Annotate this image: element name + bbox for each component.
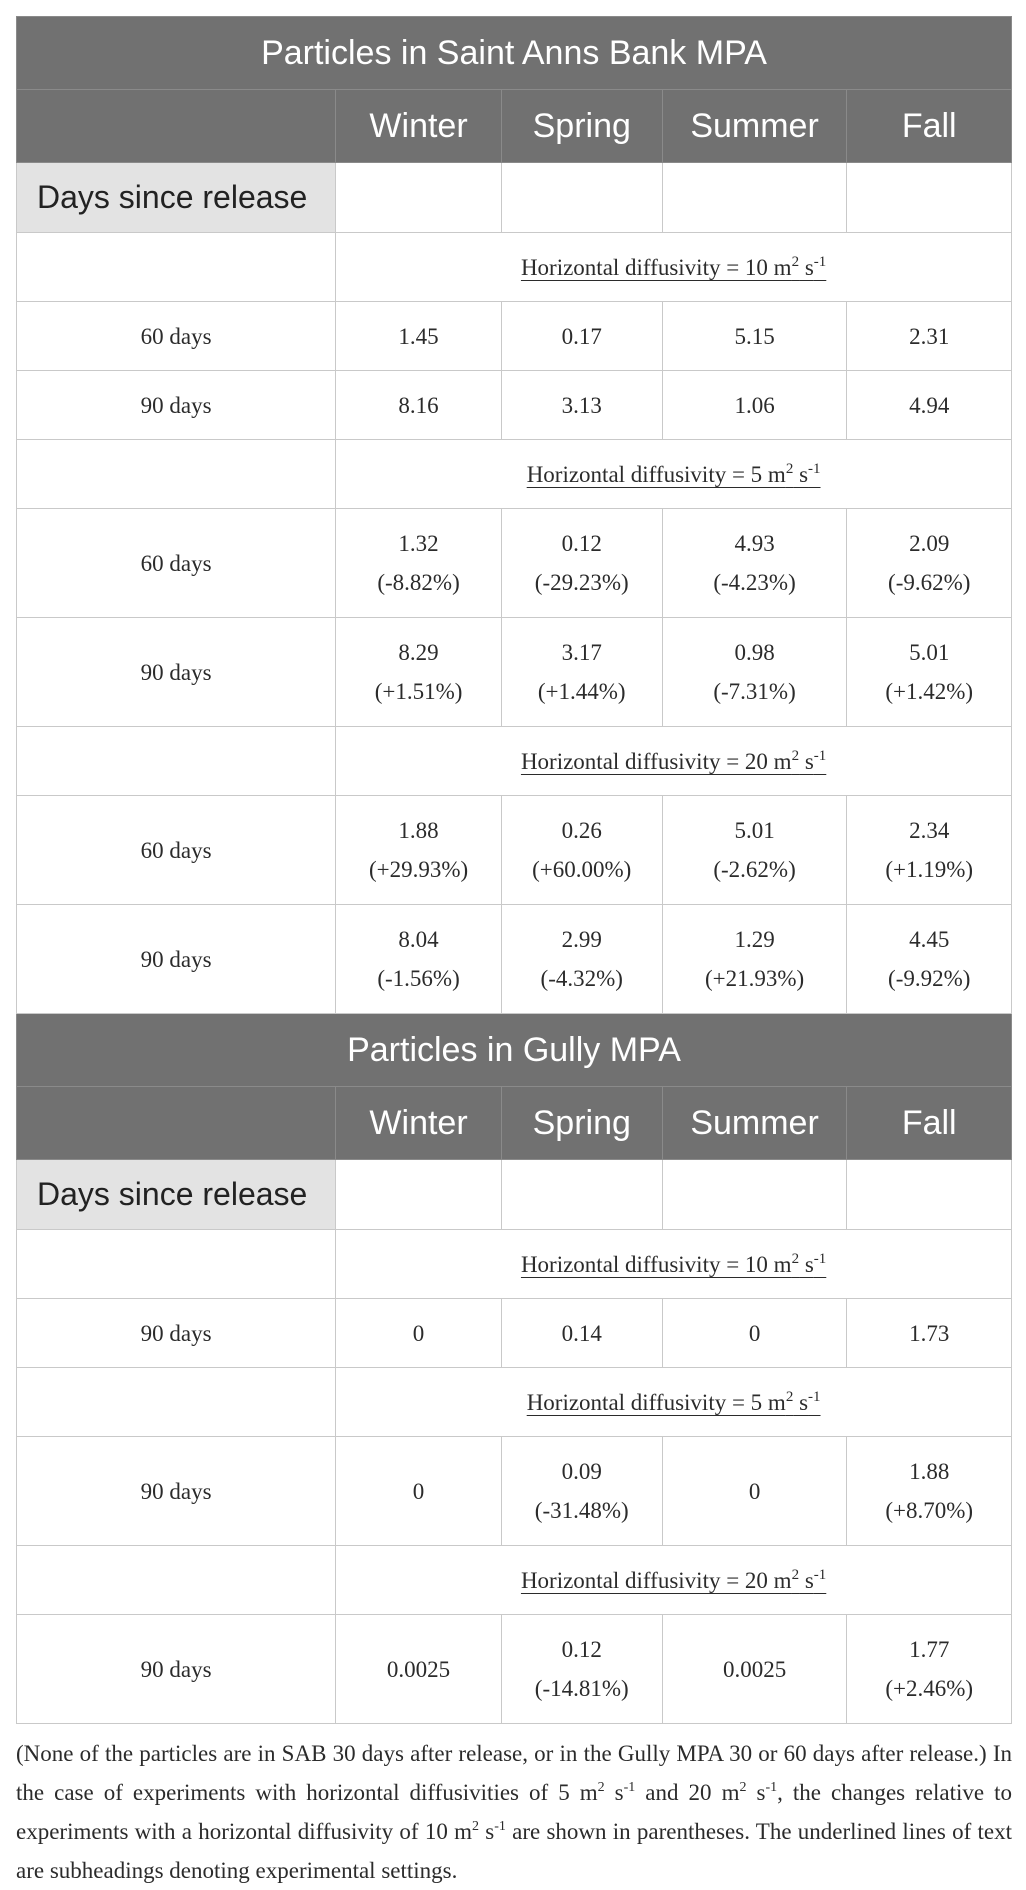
value-cell — [501, 1299, 662, 1368]
empty-cell — [336, 163, 502, 233]
cell-value: 4.93 — [734, 531, 775, 556]
cell-value: 0.14 — [561, 1320, 602, 1346]
value-cell — [336, 509, 502, 618]
season-header-fall: Fall — [847, 90, 1012, 163]
cell-value: 1.77 — [909, 1637, 950, 1662]
caption-text: (None of the particles are in SAB 30 days after release, or in the Gully MPA 30 or 60 days after release.) In the case of experiments with horizontal diffusivities of 5 m — [16, 1741, 1012, 1805]
cell-value: 0 — [412, 1320, 425, 1346]
cell-value: 2.34 — [909, 818, 950, 843]
value-cell — [336, 618, 502, 727]
value-cell — [662, 618, 847, 727]
subheading-sup: 2 — [791, 1250, 800, 1267]
subheading-sup: -1 — [813, 747, 827, 764]
row-label: 90 days — [17, 371, 336, 440]
value-cell — [662, 905, 847, 1014]
subheading-sup: 2 — [791, 1566, 800, 1583]
header-blank-cell — [17, 90, 336, 163]
section-title-row — [17, 1014, 1012, 1087]
season-header-spring: Spring — [501, 90, 662, 163]
season-header-row — [17, 1087, 1012, 1160]
cell-percent-change: (-8.82%) — [377, 570, 460, 595]
value-cell — [662, 1299, 847, 1368]
empty-cell — [17, 233, 336, 302]
season-header-summer: Summer — [662, 1087, 847, 1160]
cell-value: 1.45 — [398, 323, 439, 349]
diffusivity-subheading-row — [17, 233, 1012, 302]
cell-percent-change: (-4.23%) — [713, 570, 796, 595]
caption-text: are shown in parentheses. The underlined lines of text are subheadings denoting experimental settings. — [16, 1819, 1012, 1883]
subheading-part: Horizontal diffusivity = 10 m — [520, 254, 792, 280]
subheading-text — [521, 255, 826, 280]
cell-percent-change: (+21.93%) — [704, 966, 805, 991]
cell-percent-change: (-29.23%) — [534, 570, 629, 595]
subheading-sup: -1 — [808, 460, 821, 477]
caption-text: s — [604, 1780, 624, 1805]
season-header-row — [17, 90, 1012, 163]
caption-sup: -1 — [623, 1780, 636, 1795]
subheading-text — [521, 1252, 826, 1277]
subheading-part: s — [793, 461, 809, 487]
cell-value: 0.09 — [561, 1459, 602, 1484]
value-cell — [336, 1299, 502, 1368]
diffusivity-subheading — [336, 1230, 1012, 1299]
value-cell — [662, 796, 847, 905]
subheading-part: s — [799, 748, 814, 774]
table-row — [17, 1299, 1012, 1368]
table-figure — [16, 16, 1012, 1890]
table-row — [17, 1437, 1012, 1546]
diffusivity-subheading-row — [17, 727, 1012, 796]
row-label: 60 days — [17, 302, 336, 371]
row-label: 90 days — [17, 618, 336, 727]
cell-value: 0.0025 — [722, 1656, 787, 1682]
cell-value: 4.94 — [909, 392, 950, 418]
value-cell — [501, 796, 662, 905]
subheading-part: s — [793, 1389, 809, 1415]
caption-sup: 2 — [471, 1819, 479, 1834]
cell-percent-change: (-9.62%) — [888, 570, 971, 595]
cell-value: 0.0025 — [386, 1656, 451, 1682]
value-cell — [847, 1437, 1012, 1546]
value-cell — [501, 618, 662, 727]
subheading-part: Horizontal diffusivity = 20 m — [520, 1567, 792, 1593]
season-header-winter: Winter — [336, 1087, 502, 1160]
empty-cell — [662, 163, 847, 233]
cell-percent-change: (+1.19%) — [885, 857, 974, 882]
cell-value: 4.45 — [909, 927, 950, 952]
subheading-sup: -1 — [813, 1250, 827, 1267]
value-cell — [847, 371, 1012, 440]
cell-percent-change: (-2.62%) — [713, 857, 796, 882]
cell-value: 8.16 — [398, 392, 439, 418]
days-label-row — [17, 1160, 1012, 1230]
cell-value: 3.13 — [561, 392, 602, 418]
value-cell — [662, 371, 847, 440]
caption-sup: 2 — [739, 1780, 747, 1795]
section-title-row — [17, 17, 1012, 90]
table-row — [17, 371, 1012, 440]
cell-percent-change: (-9.92%) — [888, 966, 971, 991]
value-cell — [501, 302, 662, 371]
subheading-text — [521, 749, 826, 774]
cell-value: 3.17 — [561, 640, 602, 665]
value-cell — [336, 1615, 502, 1724]
value-cell — [847, 1615, 1012, 1724]
value-cell — [501, 371, 662, 440]
diffusivity-subheading — [336, 1546, 1012, 1615]
days-since-release-label: Days since release — [17, 1160, 336, 1230]
value-cell — [336, 371, 502, 440]
value-cell — [662, 1437, 847, 1546]
empty-cell — [847, 163, 1012, 233]
value-cell — [501, 1437, 662, 1546]
caption-text: and 20 m — [635, 1780, 740, 1805]
value-cell — [662, 302, 847, 371]
cell-value: 0 — [748, 1478, 761, 1504]
empty-cell — [17, 440, 336, 509]
cell-value: 0.12 — [561, 531, 602, 556]
table-row — [17, 1615, 1012, 1724]
value-cell — [847, 905, 1012, 1014]
value-cell — [336, 302, 502, 371]
cell-percent-change: (+1.42%) — [885, 679, 974, 704]
diffusivity-subheading-row — [17, 1546, 1012, 1615]
cell-percent-change: (+2.46%) — [885, 1676, 974, 1701]
table-row — [17, 796, 1012, 905]
season-header-spring: Spring — [501, 1087, 662, 1160]
season-header-summer: Summer — [662, 90, 847, 163]
empty-cell — [17, 1368, 336, 1437]
cell-value: 0 — [412, 1478, 425, 1504]
cell-value: 1.88 — [398, 818, 439, 843]
cell-value: 5.01 — [734, 818, 775, 843]
cell-percent-change: (+8.70%) — [885, 1498, 974, 1523]
diffusivity-subheading-row — [17, 440, 1012, 509]
diffusivity-subheading — [336, 727, 1012, 796]
section-title: Particles in Saint Anns Bank MPA — [17, 17, 1012, 90]
gully-section — [17, 1014, 1012, 1724]
value-cell — [662, 509, 847, 618]
subheading-sup: 2 — [785, 1388, 794, 1405]
cell-percent-change: (-14.81%) — [534, 1676, 629, 1701]
cell-percent-change: (+1.51%) — [374, 679, 463, 704]
cell-value: 5.15 — [734, 323, 775, 349]
table-caption — [16, 1734, 1012, 1890]
season-header-winter: Winter — [336, 90, 502, 163]
days-label-row — [17, 163, 1012, 233]
empty-cell — [501, 1160, 662, 1230]
caption-sup: -1 — [494, 1819, 506, 1834]
cell-percent-change: (-4.32%) — [540, 966, 623, 991]
caption-sup: -1 — [765, 1780, 778, 1795]
table-row — [17, 302, 1012, 371]
cell-value: 2.09 — [909, 531, 950, 556]
subheading-text — [521, 1568, 826, 1593]
row-label: 60 days — [17, 509, 336, 618]
diffusivity-subheading-row — [17, 1368, 1012, 1437]
value-cell — [847, 618, 1012, 727]
table-row — [17, 905, 1012, 1014]
value-cell — [847, 796, 1012, 905]
value-cell — [847, 509, 1012, 618]
value-cell — [336, 1437, 502, 1546]
caption-text: , the changes relative to experiments with a horizontal diffusivity of 10 m — [16, 1780, 1012, 1844]
empty-cell — [662, 1160, 847, 1230]
results-table — [16, 16, 1012, 1724]
subheading-text — [527, 1390, 821, 1415]
cell-percent-change: (-7.31%) — [713, 679, 796, 704]
subheading-part: Horizontal diffusivity = 10 m — [520, 1251, 792, 1277]
diffusivity-subheading-row — [17, 1230, 1012, 1299]
empty-cell — [847, 1160, 1012, 1230]
cell-value: 2.99 — [561, 927, 602, 952]
cell-value: 1.73 — [909, 1320, 950, 1346]
subheading-part: Horizontal diffusivity = 5 m — [526, 1389, 786, 1415]
row-label: 90 days — [17, 1437, 336, 1546]
cell-percent-change: (+29.93%) — [368, 857, 469, 882]
subheading-part: Horizontal diffusivity = 20 m — [520, 748, 792, 774]
subheading-sup: 2 — [791, 747, 800, 764]
value-cell — [501, 509, 662, 618]
subheading-sup: -1 — [813, 1566, 827, 1583]
caption-text: s — [746, 1780, 766, 1805]
cell-value: 8.29 — [398, 640, 439, 665]
subheading-part: s — [799, 1251, 814, 1277]
cell-value: 1.29 — [734, 927, 775, 952]
days-since-release-label: Days since release — [17, 163, 336, 233]
cell-percent-change: (-31.48%) — [534, 1498, 629, 1523]
section-title: Particles in Gully MPA — [17, 1014, 1012, 1087]
cell-value: 8.04 — [398, 927, 439, 952]
subheading-part: s — [799, 1567, 814, 1593]
cell-percent-change: (+1.44%) — [537, 679, 626, 704]
value-cell — [847, 1299, 1012, 1368]
subheading-part: s — [799, 254, 814, 280]
cell-percent-change: (-1.56%) — [377, 966, 460, 991]
cell-value: 0.26 — [561, 818, 602, 843]
value-cell — [847, 302, 1012, 371]
value-cell — [662, 1615, 847, 1724]
row-label: 90 days — [17, 1615, 336, 1724]
cell-value: 0.12 — [561, 1637, 602, 1662]
subheading-sup: -1 — [813, 253, 827, 270]
subheading-part: Horizontal diffusivity = 5 m — [526, 461, 786, 487]
diffusivity-subheading — [336, 233, 1012, 302]
cell-value: 2.31 — [909, 323, 950, 349]
row-label: 90 days — [17, 1299, 336, 1368]
subheading-sup: -1 — [808, 1388, 821, 1405]
subheading-sup: 2 — [785, 460, 794, 477]
empty-cell — [501, 163, 662, 233]
caption-text: s — [478, 1819, 495, 1844]
cell-value: 1.06 — [734, 392, 775, 418]
cell-value: 5.01 — [909, 640, 950, 665]
table-row — [17, 509, 1012, 618]
header-blank-cell — [17, 1087, 336, 1160]
value-cell — [336, 905, 502, 1014]
cell-value: 1.88 — [909, 1459, 950, 1484]
value-cell — [501, 905, 662, 1014]
row-label: 60 days — [17, 796, 336, 905]
empty-cell — [336, 1160, 502, 1230]
empty-cell — [17, 1546, 336, 1615]
subheading-sup: 2 — [791, 253, 800, 270]
diffusivity-subheading — [336, 440, 1012, 509]
sab-section — [17, 17, 1012, 1014]
table-row — [17, 618, 1012, 727]
value-cell — [336, 796, 502, 905]
empty-cell — [17, 727, 336, 796]
season-header-fall: Fall — [847, 1087, 1012, 1160]
cell-percent-change: (+60.00%) — [532, 857, 632, 882]
caption-sup: 2 — [597, 1780, 605, 1795]
cell-value: 0.98 — [734, 640, 775, 665]
cell-value: 0 — [748, 1320, 761, 1346]
cell-value: 0.17 — [561, 323, 602, 349]
empty-cell — [17, 1230, 336, 1299]
subheading-text — [527, 462, 821, 487]
diffusivity-subheading — [336, 1368, 1012, 1437]
row-label: 90 days — [17, 905, 336, 1014]
value-cell — [501, 1615, 662, 1724]
cell-value: 1.32 — [398, 531, 439, 556]
